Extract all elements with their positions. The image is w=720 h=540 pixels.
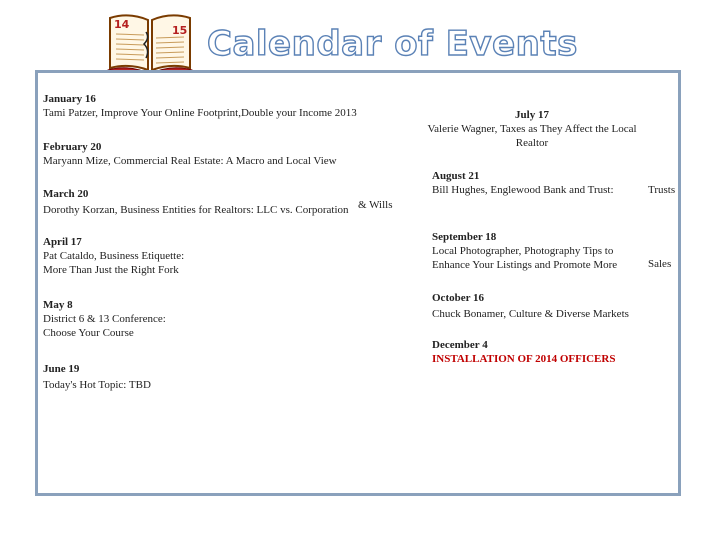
event-september bbox=[432, 230, 617, 272]
event-january bbox=[43, 92, 357, 120]
event-description: Local Photographer, Photography Tips to bbox=[432, 245, 614, 257]
event-description: Dorothy Korzan, Business Entities for Realtors: LLC vs. Corporation bbox=[43, 204, 349, 216]
event-date: May 8 bbox=[43, 299, 73, 311]
event-october bbox=[432, 291, 629, 321]
fragment-sales: Sales bbox=[648, 258, 672, 270]
event-description: Realtor bbox=[515, 137, 549, 149]
event-date: August 21 bbox=[432, 170, 480, 182]
event-date: April 17 bbox=[43, 236, 82, 248]
event-date: July 17 bbox=[515, 109, 549, 121]
fragment-trusts: Trusts bbox=[648, 184, 676, 196]
event-date: June 19 bbox=[43, 363, 80, 375]
calendar-book-icon bbox=[104, 8, 196, 78]
event-june bbox=[43, 362, 151, 392]
event-date: December 4 bbox=[432, 339, 488, 351]
event-description: Chuck Bonamer, Culture & Diverse Markets bbox=[432, 308, 629, 320]
event-may bbox=[43, 298, 166, 340]
event-date: January 16 bbox=[43, 93, 96, 105]
event-description-highlight: INSTALLATION OF 2014 OFFICERS bbox=[432, 353, 616, 365]
event-description: Maryann Mize, Commercial Real Estate: A Macro and Local View bbox=[43, 155, 337, 167]
event-description: Bill Hughes, Englewood Bank and Trust: bbox=[432, 184, 614, 196]
event-february bbox=[43, 140, 337, 168]
event-description: Valerie Wagner, Taxes as They Affect the Local bbox=[427, 123, 637, 135]
event-date: February 20 bbox=[43, 141, 102, 153]
event-date: March 20 bbox=[43, 188, 89, 200]
left-page-number: 14 bbox=[114, 18, 130, 31]
event-description: Today's Hot Topic: TBD bbox=[43, 379, 151, 391]
event-description: District 6 & 13 Conference: bbox=[43, 313, 166, 325]
event-march bbox=[43, 187, 349, 217]
event-description: Pat Cataldo, Business Etiquette: bbox=[43, 250, 185, 262]
event-description: Enhance Your Listings and Promote More bbox=[432, 259, 618, 271]
event-august bbox=[432, 169, 614, 197]
event-date: September 18 bbox=[432, 231, 497, 243]
event-april bbox=[43, 235, 184, 277]
right-page-number: 15 bbox=[172, 24, 188, 37]
event-july bbox=[420, 108, 644, 150]
event-december bbox=[432, 338, 615, 366]
event-description: More Than Just the Right Fork bbox=[43, 264, 179, 276]
page-title: Calendar of Events bbox=[207, 24, 578, 64]
event-description: Tami Patzer, Improve Your Online Footprint,Double your Income 2013 bbox=[43, 107, 357, 119]
fragment-wills: & Wills bbox=[358, 199, 393, 211]
event-description: Choose Your Course bbox=[43, 327, 134, 339]
event-date: October 16 bbox=[432, 292, 485, 304]
